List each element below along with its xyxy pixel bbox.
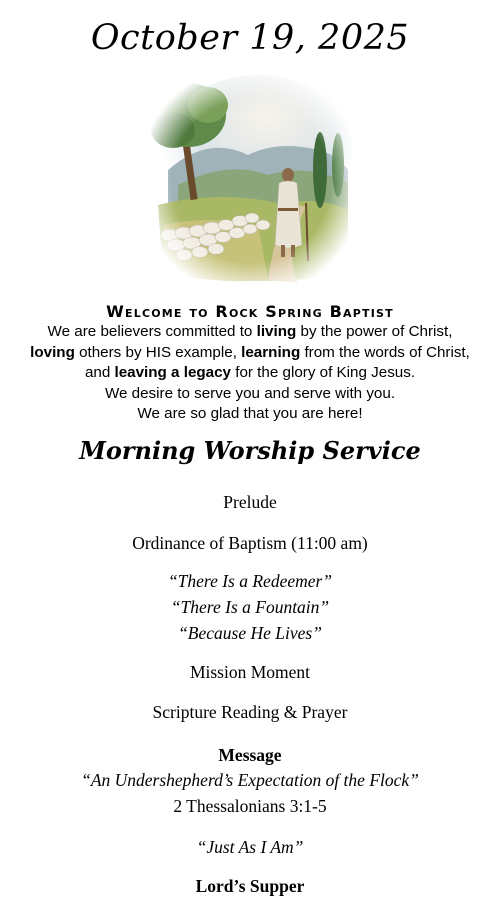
shepherd-with-sheep-icon: [148, 75, 354, 287]
order-baptism: Ordinance of Baptism (11:00 am): [132, 533, 368, 553]
welcome-heading: Welcome to Rock Spring Baptist: [106, 302, 394, 321]
message-title: “An Undershepherd’s Expectation of the Flock”: [81, 770, 419, 790]
service-date: October 19, 2025: [90, 18, 410, 58]
service-title: Morning Worship Service: [79, 436, 421, 465]
closing-song: “Just As I Am”: [196, 837, 304, 857]
message-label: Message: [218, 745, 282, 765]
mission-line-1: We are believers committed to living by the power of Christ,: [47, 323, 453, 340]
song-2: “There Is a Fountain”: [170, 597, 330, 617]
order-mission-moment: Mission Moment: [189, 662, 311, 682]
order-lords-supper: Lord’s Supper: [195, 876, 305, 896]
mission-statement: [0, 322, 500, 425]
mission-line-4: We desire to serve you and serve with you.: [104, 384, 396, 402]
mission-line-3: and leaving a legacy for the glory of King Jesus.: [84, 364, 416, 381]
message-reference: 2 Thessalonians 3:1-5: [173, 796, 327, 816]
song-1: “There Is a Redeemer”: [167, 571, 333, 591]
mission-line-2: loving others by HIS example, learning from the words of Christ,: [30, 343, 470, 361]
mission-line-5: We are so glad that you are here!: [137, 405, 363, 422]
song-3: “Because He Lives”: [178, 623, 322, 643]
order-prelude: Prelude: [223, 492, 277, 512]
order-scripture: Scripture Reading & Prayer: [152, 702, 348, 722]
